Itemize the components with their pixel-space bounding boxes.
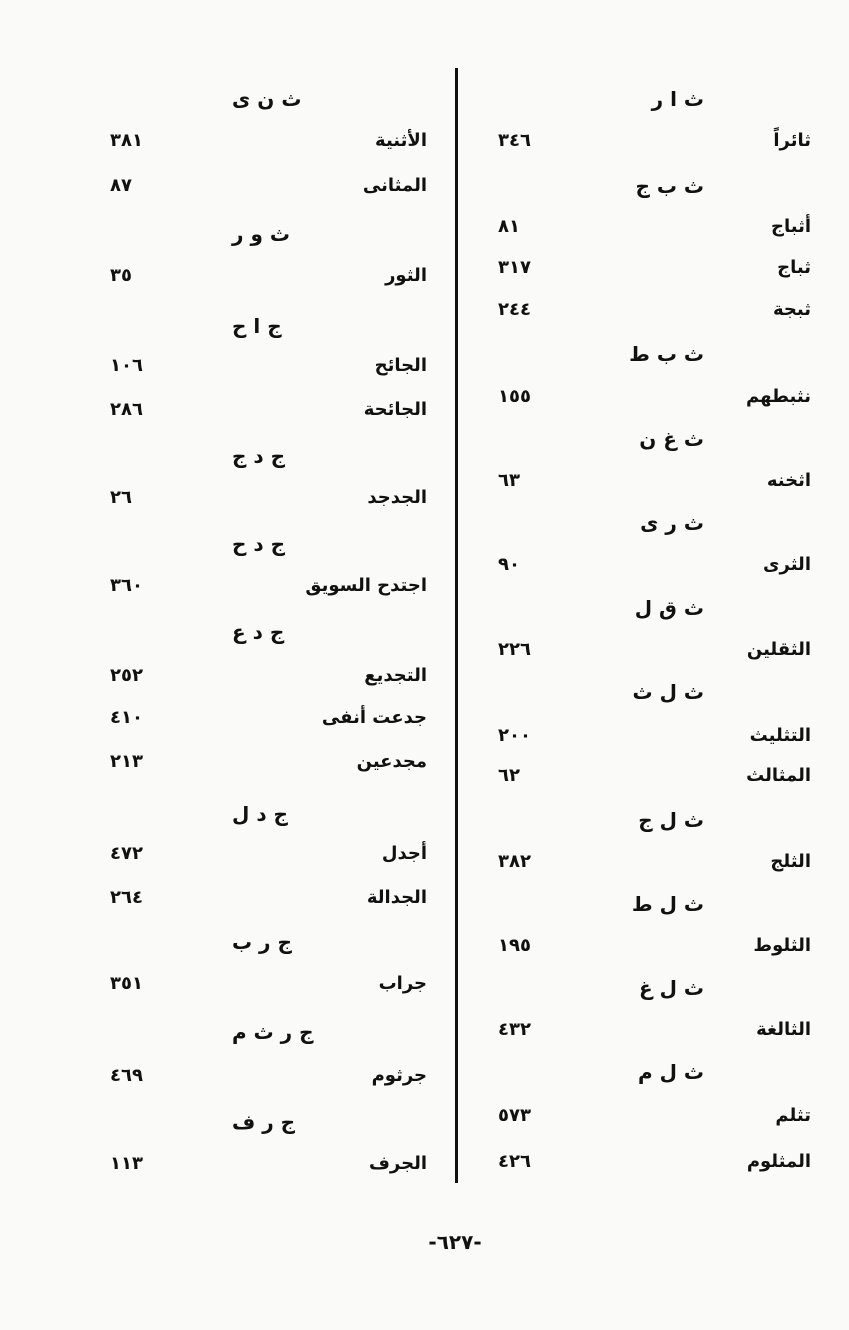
column-divider	[455, 68, 458, 1183]
entry-page-number: ٨٧	[110, 175, 132, 196]
entry-page-number: ٣٤٦	[498, 130, 531, 151]
entry-page-number: ٢١٣	[110, 751, 143, 772]
entry-page-number: ٢٥٢	[110, 665, 143, 686]
index-entry-row	[458, 254, 849, 290]
entry-word: أثباج	[770, 216, 811, 237]
root-heading: ث ل ث	[632, 680, 704, 704]
index-entry-row	[0, 262, 455, 298]
index-entry-row	[0, 884, 455, 920]
entry-word: المثلوم	[746, 1151, 811, 1172]
index-entry-row	[458, 467, 849, 503]
root-heading: ج د ح	[232, 532, 286, 556]
entry-page-number: ٨١	[498, 216, 520, 237]
entry-word: الجدجد	[367, 487, 427, 508]
root-heading-row	[458, 1058, 849, 1094]
entry-page-number: ٣١٧	[498, 257, 531, 278]
root-heading: ث ل ج	[638, 808, 704, 832]
index-entry-row	[0, 662, 455, 698]
index-entry-row	[0, 396, 455, 432]
entry-word: اثخنه	[766, 470, 811, 491]
index-entry-row	[458, 1102, 849, 1138]
root-heading-row	[458, 974, 849, 1010]
entry-word: التثليث	[749, 725, 811, 746]
index-entry-row	[458, 1148, 849, 1184]
root-heading-row	[458, 85, 849, 121]
entry-page-number: ١١٣	[110, 1153, 143, 1174]
root-heading-row	[458, 678, 849, 714]
root-heading-row	[0, 1108, 455, 1144]
root-heading-row	[0, 312, 455, 348]
index-entry-row	[458, 213, 849, 249]
entry-word: الجدالة	[366, 887, 427, 908]
root-heading: ث ب ط	[629, 342, 704, 366]
root-heading-row	[458, 172, 849, 208]
index-entry-row	[458, 636, 849, 672]
index-entry-row	[458, 127, 849, 163]
root-heading: ج د ج	[232, 444, 286, 468]
root-heading: ث غ ن	[639, 427, 704, 451]
root-heading: ث ل ط	[631, 892, 704, 916]
entry-word: الثالغة	[756, 1019, 811, 1040]
entry-word: الجائح	[374, 355, 427, 376]
entry-word: ثبجة	[773, 299, 811, 320]
index-entry-row	[0, 704, 455, 740]
index-entry-row	[458, 296, 849, 332]
entry-page-number: ٦٢	[498, 765, 520, 786]
entry-word: جدعت أنفى	[321, 707, 427, 728]
entry-word: ثائراً	[773, 130, 811, 151]
root-heading: ث ل غ	[638, 976, 704, 1000]
root-heading-row	[458, 806, 849, 842]
index-column-right	[458, 0, 849, 1330]
root-heading-row	[458, 425, 849, 461]
index-entry-row	[0, 970, 455, 1006]
root-heading: ث و ر	[232, 222, 290, 246]
index-entry-row	[0, 1150, 455, 1186]
root-heading: ث ا ر	[651, 87, 704, 111]
entry-page-number: ٢٦	[110, 487, 132, 508]
page-number: -٦٢٧-	[428, 1230, 482, 1254]
root-heading-row	[0, 928, 455, 964]
root-heading-row	[0, 618, 455, 654]
entry-word: ثباج	[777, 257, 811, 278]
index-entry-row	[0, 172, 455, 208]
entry-page-number: ٤٧٢	[110, 843, 143, 864]
entry-word: مجدعين	[356, 751, 427, 772]
entry-word: الأثنية	[375, 130, 427, 151]
index-entry-row	[0, 748, 455, 784]
root-heading: ج د ع	[232, 620, 285, 644]
root-heading: ج ر ث م	[232, 1020, 314, 1044]
index-entry-row	[458, 1016, 849, 1052]
entry-page-number: ٣٨٢	[498, 851, 531, 872]
root-heading: ث ل م	[637, 1060, 704, 1084]
entry-page-number: ٣٨١	[110, 130, 143, 151]
entry-page-number: ٤٢٦	[498, 1151, 531, 1172]
root-heading: ج ر ف	[232, 1110, 296, 1134]
index-entry-row	[458, 932, 849, 968]
root-heading: ج د ل	[232, 802, 288, 826]
index-entry-row	[0, 572, 455, 608]
entry-page-number: ٦٣	[498, 470, 520, 491]
root-heading-row	[458, 509, 849, 545]
root-heading-row	[458, 890, 849, 926]
root-heading-row	[458, 340, 849, 376]
root-heading: ث ب ج	[635, 174, 704, 198]
root-heading-row	[0, 800, 455, 836]
entry-page-number: ٤٣٢	[498, 1019, 531, 1040]
index-entry-row	[458, 383, 849, 419]
entry-word: تثلم	[775, 1105, 811, 1126]
entry-page-number: ١٠٦	[110, 355, 143, 376]
entry-word: جراب	[378, 973, 427, 994]
entry-page-number: ٤٦٩	[110, 1065, 143, 1086]
root-heading-row	[0, 1018, 455, 1054]
entry-page-number: ٣٥١	[110, 973, 143, 994]
entry-page-number: ٢٦٤	[110, 887, 143, 908]
entry-page-number: ١٩٥	[498, 935, 531, 956]
entry-page-number: ٩٠	[498, 554, 520, 575]
entry-word: التجديع	[364, 665, 427, 686]
entry-page-number: ٤١٠	[110, 707, 143, 728]
root-heading: ث ق ل	[634, 596, 704, 620]
entry-word: جرثوم	[371, 1065, 427, 1086]
entry-word: الجائحة	[363, 399, 427, 420]
entry-page-number: ٣٦٠	[110, 575, 143, 596]
entry-word: نثبطهم	[746, 386, 811, 407]
entry-page-number: ٢٠٠	[498, 725, 531, 746]
index-entry-row	[0, 352, 455, 388]
entry-page-number: ٢٢٦	[498, 639, 531, 660]
root-heading-row	[0, 530, 455, 566]
index-entry-row	[0, 127, 455, 163]
index-entry-row	[0, 484, 455, 520]
root-heading: ج ا ح	[232, 314, 282, 338]
root-heading-row	[0, 220, 455, 256]
root-heading-row	[458, 594, 849, 630]
entry-word: المثانى	[362, 175, 427, 196]
entry-page-number: ٥٧٣	[498, 1105, 531, 1126]
index-entry-row	[458, 551, 849, 587]
entry-word: المثالث	[746, 765, 811, 786]
index-entry-row	[458, 848, 849, 884]
entry-page-number: ٣٥	[110, 265, 132, 286]
root-heading-row	[0, 85, 455, 121]
index-entry-row	[458, 762, 849, 798]
index-entry-row	[0, 1062, 455, 1098]
entry-word: أجدل	[381, 843, 427, 864]
entry-word: الثقلين	[746, 639, 811, 660]
entry-word: الثلوط	[753, 935, 811, 956]
entry-word: الجرف	[368, 1153, 427, 1174]
root-heading-row	[0, 442, 455, 478]
root-heading: ج ر ب	[232, 930, 292, 954]
root-heading: ث ر ى	[640, 511, 704, 535]
entry-word: الثرى	[763, 554, 811, 575]
entry-word: الثلج	[770, 851, 811, 872]
entry-page-number: ٢٤٤	[498, 299, 531, 320]
entry-word: الثور	[385, 265, 427, 286]
entry-page-number: ١٥٥	[498, 386, 531, 407]
index-entry-row	[458, 722, 849, 758]
index-entry-row	[0, 840, 455, 876]
root-heading: ث ن ى	[232, 87, 302, 111]
entry-word: اجتدح السويق	[305, 575, 427, 596]
entry-page-number: ٢٨٦	[110, 399, 143, 420]
